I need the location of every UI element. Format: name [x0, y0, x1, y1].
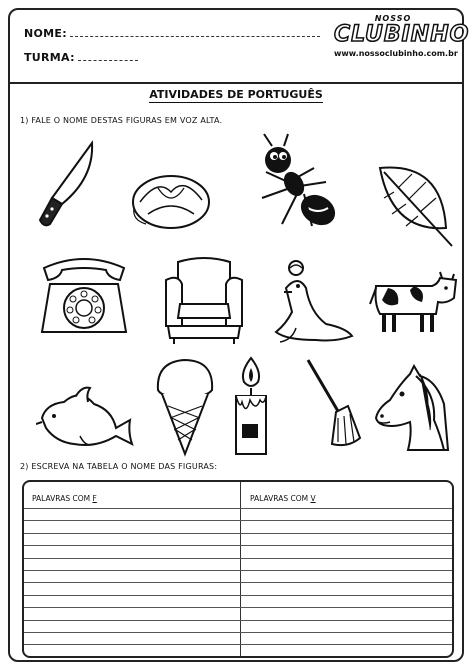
ice-cream-icon	[150, 352, 220, 458]
leaf-icon	[372, 158, 456, 250]
horse-icon	[370, 364, 456, 454]
figure-grid	[10, 130, 466, 460]
class-label: TURMA:	[24, 51, 75, 64]
name-label: NOME:	[24, 27, 67, 40]
table-row[interactable]	[24, 582, 452, 583]
cow-icon	[366, 268, 458, 338]
telephone-icon	[36, 254, 132, 340]
table-row[interactable]	[24, 620, 452, 621]
table-row[interactable]	[24, 545, 452, 546]
instruction-1: 1) FALE O NOME DESTAS FIGURAS EM VOZ ALTA.	[20, 116, 223, 125]
cabbage-icon	[128, 168, 214, 232]
word-table	[22, 480, 454, 658]
page-title: ATIVIDADES DE PORTUGUÊS	[149, 88, 323, 101]
worksheet	[8, 8, 470, 662]
table-row[interactable]	[24, 558, 452, 559]
table-row[interactable]	[24, 570, 452, 571]
candle-icon	[228, 354, 274, 458]
seal-icon	[266, 258, 356, 348]
logo-url: www.nossoclubinho.com.br	[334, 49, 458, 58]
table-row[interactable]	[24, 595, 452, 596]
armchair-icon	[160, 254, 248, 346]
header	[10, 10, 470, 84]
instruction-2: 2) ESCREVA NA TABELA O NOME DAS FIGURAS:	[20, 462, 218, 471]
ant-icon	[248, 132, 340, 234]
class-field[interactable]	[78, 50, 138, 61]
table-row[interactable]	[24, 607, 452, 608]
broom-icon	[302, 356, 362, 448]
class-field-row	[24, 50, 138, 64]
table-row[interactable]	[24, 508, 452, 509]
knife-icon	[32, 138, 102, 238]
table-row[interactable]	[24, 520, 452, 521]
name-field[interactable]	[70, 26, 320, 37]
table-row[interactable]	[24, 644, 452, 645]
name-field-row	[24, 26, 320, 40]
column-header-v: PALAVRAS COM V	[250, 494, 316, 503]
logo-top-text: NOSSO	[374, 14, 412, 23]
logo	[334, 14, 470, 76]
dolphin-icon	[36, 384, 134, 450]
table-row[interactable]	[24, 632, 452, 633]
table-header	[24, 482, 452, 508]
logo-main-text: CLUBINHO	[334, 22, 470, 47]
table-row[interactable]	[24, 533, 452, 534]
column-header-f: PALAVRAS COM F	[32, 494, 97, 503]
